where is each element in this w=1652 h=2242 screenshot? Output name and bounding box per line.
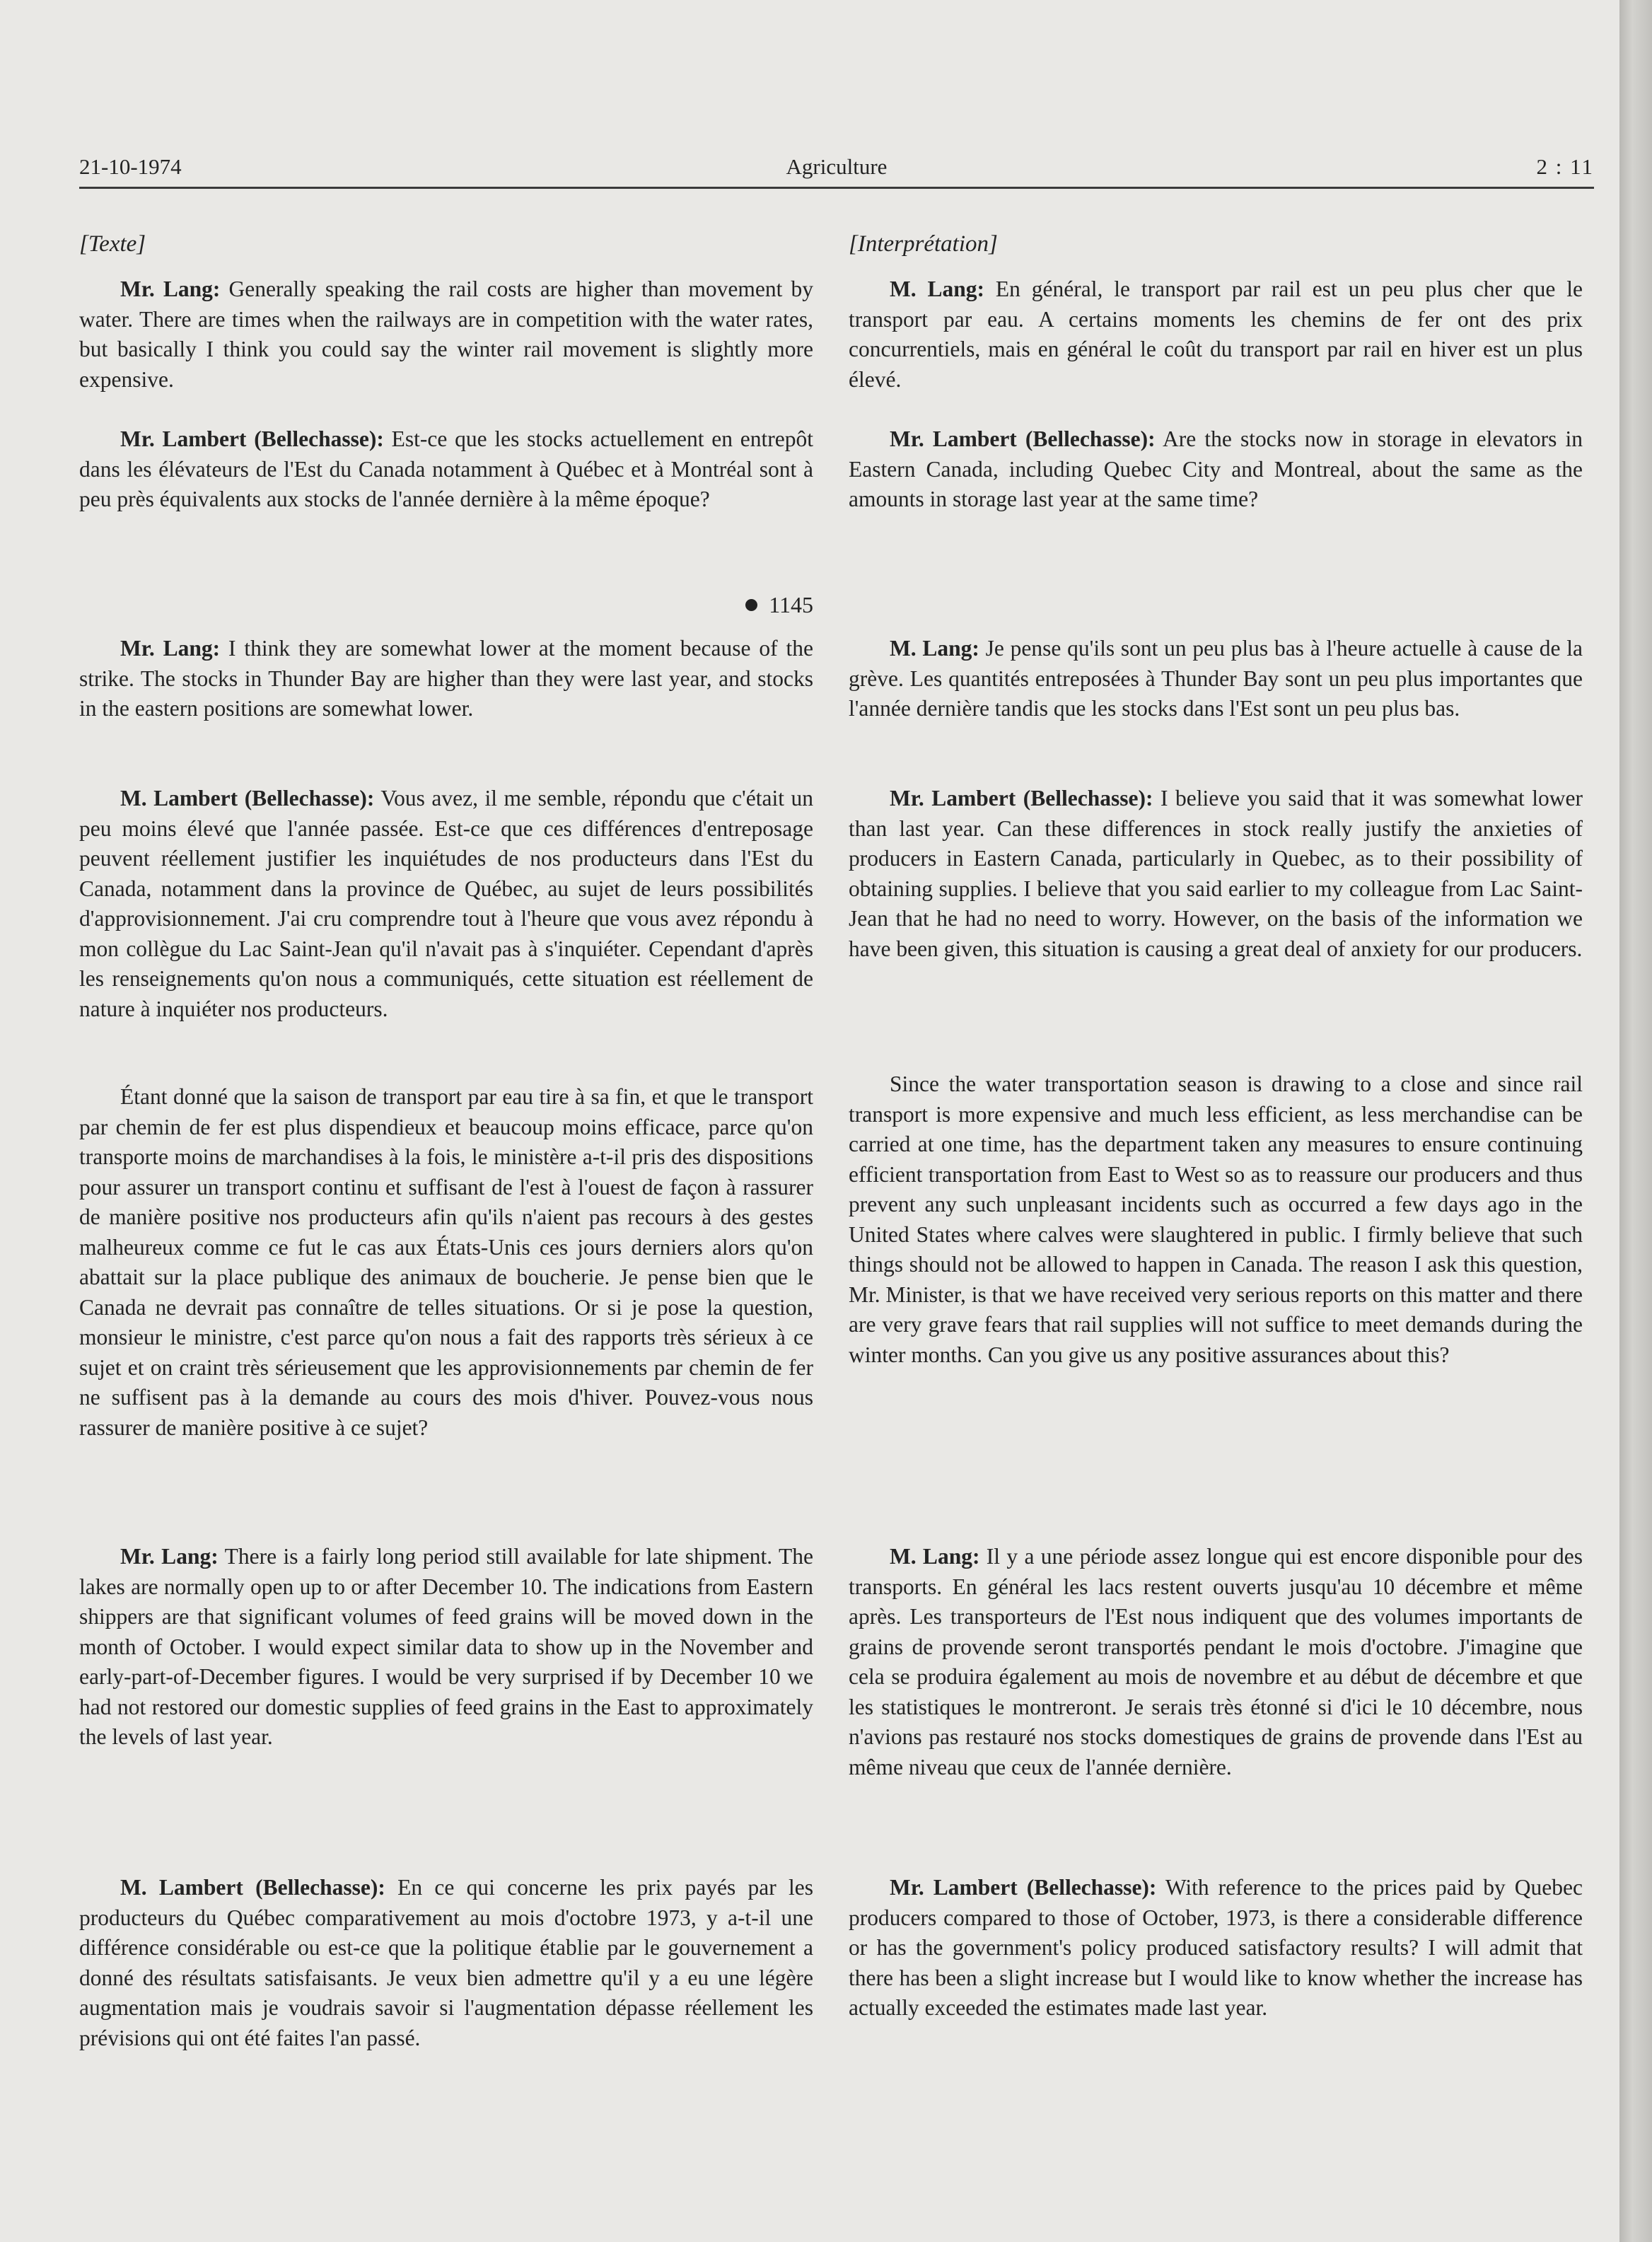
paragraph [79, 424, 813, 515]
paragraph [849, 634, 1583, 724]
speaker: Mr. Lang: [120, 1544, 219, 1569]
header-date: 21-10-1974 [79, 154, 182, 179]
paragraph-text: There is a fairly long period still available for late shipment. The lakes are normally open up to or after December 10. The indications from Eastern shippers are that significant volumes of feed grains will be moved down in the month of October. I would expect similar data to show up in the November and early-part-of-December figures. I would be very surprised if by December 10 we had not restored our domestic supplies of feed grains in the East to approximately the levels of last year. [79, 1544, 813, 1749]
page-edge [1619, 0, 1652, 2242]
paragraph-text: I believe you said that it was somewhat lower than last year. Can these differences in stock really justify the anxieties of producers in Eastern Canada, particularly in Quebec, as to their possibility of obtaining supplies. I believe that you said earlier to my colleague from Lac Saint-Jean that he had no need to worry. However, on the basis of the information we have been given, this situation is causing a great deal of anxiety for our producers. [849, 786, 1583, 961]
paragraph [849, 784, 1583, 964]
paragraph-text: Vous avez, il me semble, répondu que c'était un peu moins élevé que l'année passée. Est-ce que ces différences d'entreposage peuvent réellement justifier les inquiétudes de nos producteurs dans l'Est du Canada, notamment dans la province de Québec, au sujet de leurs possibilités d'approvisionnement. J'ai cru comprendre tout à l'heure que vous avez répondu à mon collègue du Lac Saint-Jean qu'il n'avait pas à s'inquiéter. Cependant d'après les renseignements qu'on nous a communiqués, cette situation est réellement de nature à inquiéter nos producteurs. [79, 786, 813, 1021]
paragraph [79, 274, 813, 395]
paragraph-text: Generally speaking the rail costs are higher than movement by water. There are times when the railways are in competition with the water rates, but basically I think you could say the winter rail movement is slightly more expensive. [79, 277, 813, 392]
paragraph [79, 1542, 813, 1753]
paragraph-text: Are the stocks now in storage in elevators in Eastern Canada, including Quebec City and Montreal, about the same as the amounts in storage last year at the same time? [849, 426, 1583, 511]
speaker: Mr. Lambert (Bellechasse): [890, 1875, 1157, 1900]
paragraph [849, 274, 1583, 395]
speaker: Mr. Lambert (Bellechasse): [120, 426, 384, 451]
paragraph-text: I think they are somewhat lower at the moment because of the strike. The stocks in Thunder Bay are higher than they were last year, and stocks in the eastern positions are somewhat lower. [79, 636, 813, 721]
speaker: Mr. Lambert (Bellechasse): [890, 786, 1153, 811]
paragraph-text: En ce qui concerne les prix payés par les producteurs du Québec comparativement au mois d'octobre 1973, y a-t-il une différence considérable ou est-ce que la politique établie par le gouvernement a donné des résultats satisfaisants. Je veux bien admettre qu'il y a eu une légère augmentation mais je voudrais savoir si l'augmentation dépasse réellement les prévisions qui ont été faites l'an passé. [79, 1875, 813, 2050]
speaker: Mr. Lang: [120, 636, 221, 661]
header-rule [79, 187, 1594, 189]
paragraph-text: Est-ce que les stocks actuellement en entrepôt dans les élévateurs de l'Est du Canada notamment à Québec et à Montréal sont à peu près équivalents aux stocks de l'année dernière à la même époque? [79, 426, 813, 511]
speaker: Mr. Lambert (Bellechasse): [890, 426, 1156, 451]
time-marker-text: 1145 [769, 592, 813, 617]
paragraph-text: En général, le transport par rail est un peu plus cher que le transport par eau. A certains moments les chemins de fer ont des prix concurrentiels, mais en général le coût du transport par rail en hiver est un plus élevé. [849, 277, 1583, 392]
paragraph-text: With reference to the prices paid by Quebec producers compared to those of October, 1973, is there a considerable difference or has the government's policy produced satisfactory results? I will admit that there has been a slight increase but I would like to know whether the increase has actually exceeded the estimates made last year. [849, 1875, 1583, 2020]
speaker: M. Lang: [890, 1544, 980, 1569]
paragraph [849, 1542, 1583, 1782]
paragraph-text: Étant donné que la saison de transport par eau tire à sa fin, et que le transport par chemin de fer est plus dispendieux et beaucoup moins efficace, parce qu'on transporte moins de marchandises à la fois, le ministère a-t-il pris des dispositions pour assurer un transport continu et suffisant de l'est à l'ouest de façon à rassurer de manière positive nos producteurs afin qu'ils n'aient pas recours à des gestes malheureux comme ce fut le cas aux États-Unis ces jours derniers alors qu'on abattait sur la place publique des animaux de boucherie. Je pense bien que le Canada ne devrait pas connaître de telles situations. Or si je pose la question, monsieur le ministre, c'est parce qu'on nous a fait des rapports très sérieux à ce sujet et on craint très sérieusement que les approvisionnements par chemin de fer ne suffisent pas à la demande au cours des mois d'hiver. Pouvez-vous nous rassurer de manière positive à ce sujet? [79, 1084, 813, 1440]
paragraph [849, 1873, 1583, 2023]
paragraph [79, 784, 813, 1024]
paragraph [849, 424, 1583, 515]
speaker: M. Lang: [890, 636, 979, 661]
paragraph [849, 1069, 1583, 1370]
paragraph-text: Il y a une période assez longue qui est encore disponible pour des transports. En général les lacs restent ouverts jusqu'au 10 décembre et même après. Les transporteurs de l'Est nous indiquent que des volumes importants de grains de provende seront transportés pendant le mois d'octobre. J'imagine que cela se produira également au mois de novembre et au début de décembre et que les statistiques le montreront. Je serais très étonné si d'ici le 10 décembre, nous n'avions pas restauré nos stocks domestiques de grains de provende dans l'Est au même niveau que ceux de l'année dernière. [849, 1544, 1583, 1779]
time-marker [79, 590, 813, 620]
section-label-texte: [Texte] [79, 231, 146, 257]
bullet-icon [745, 599, 757, 611]
speaker: M. Lang: [890, 277, 985, 301]
paragraph-text: Since the water transportation season is drawing to a close and since rail transport is more expensive and much less efficient, as less merchandise can be carried at one time, has the department taken any measures to ensure continuing efficient transportation from East to West so as to reassure our producers and thus prevent any such unpleasant incidents such as occurred a few days ago in the United States where calves were slaughtered in public. I firmly believe that such things should not be allowed to happen in Canada. The reason I ask this question, Mr. Minister, is that we have received very serious reports on this matter and there are very grave fears that rail supplies will not suffice to meet demands during the winter months. Can you give us any positive assurances about this? [849, 1071, 1583, 1367]
page-header [79, 150, 1594, 185]
paragraph-text: Je pense qu'ils sont un peu plus bas à l'heure actuelle à cause de la grève. Les quantités entreposées à Thunder Bay sont un peu plus importantes que l'année dernière tandis que les stocks dans l'Est sont un peu plus bas. [849, 636, 1583, 721]
paragraph [79, 1082, 813, 1443]
paragraph [79, 634, 813, 724]
speaker: M. Lambert (Bellechasse): [120, 1875, 385, 1900]
header-page-number: 2 : 11 [1536, 154, 1594, 179]
section-label-interpretation: [Interprétation] [849, 231, 998, 257]
header-title: Agriculture [786, 154, 888, 179]
speaker: Mr. Lang: [120, 277, 221, 301]
speaker: M. Lambert (Bellechasse): [120, 786, 375, 811]
paragraph [79, 1873, 813, 2053]
